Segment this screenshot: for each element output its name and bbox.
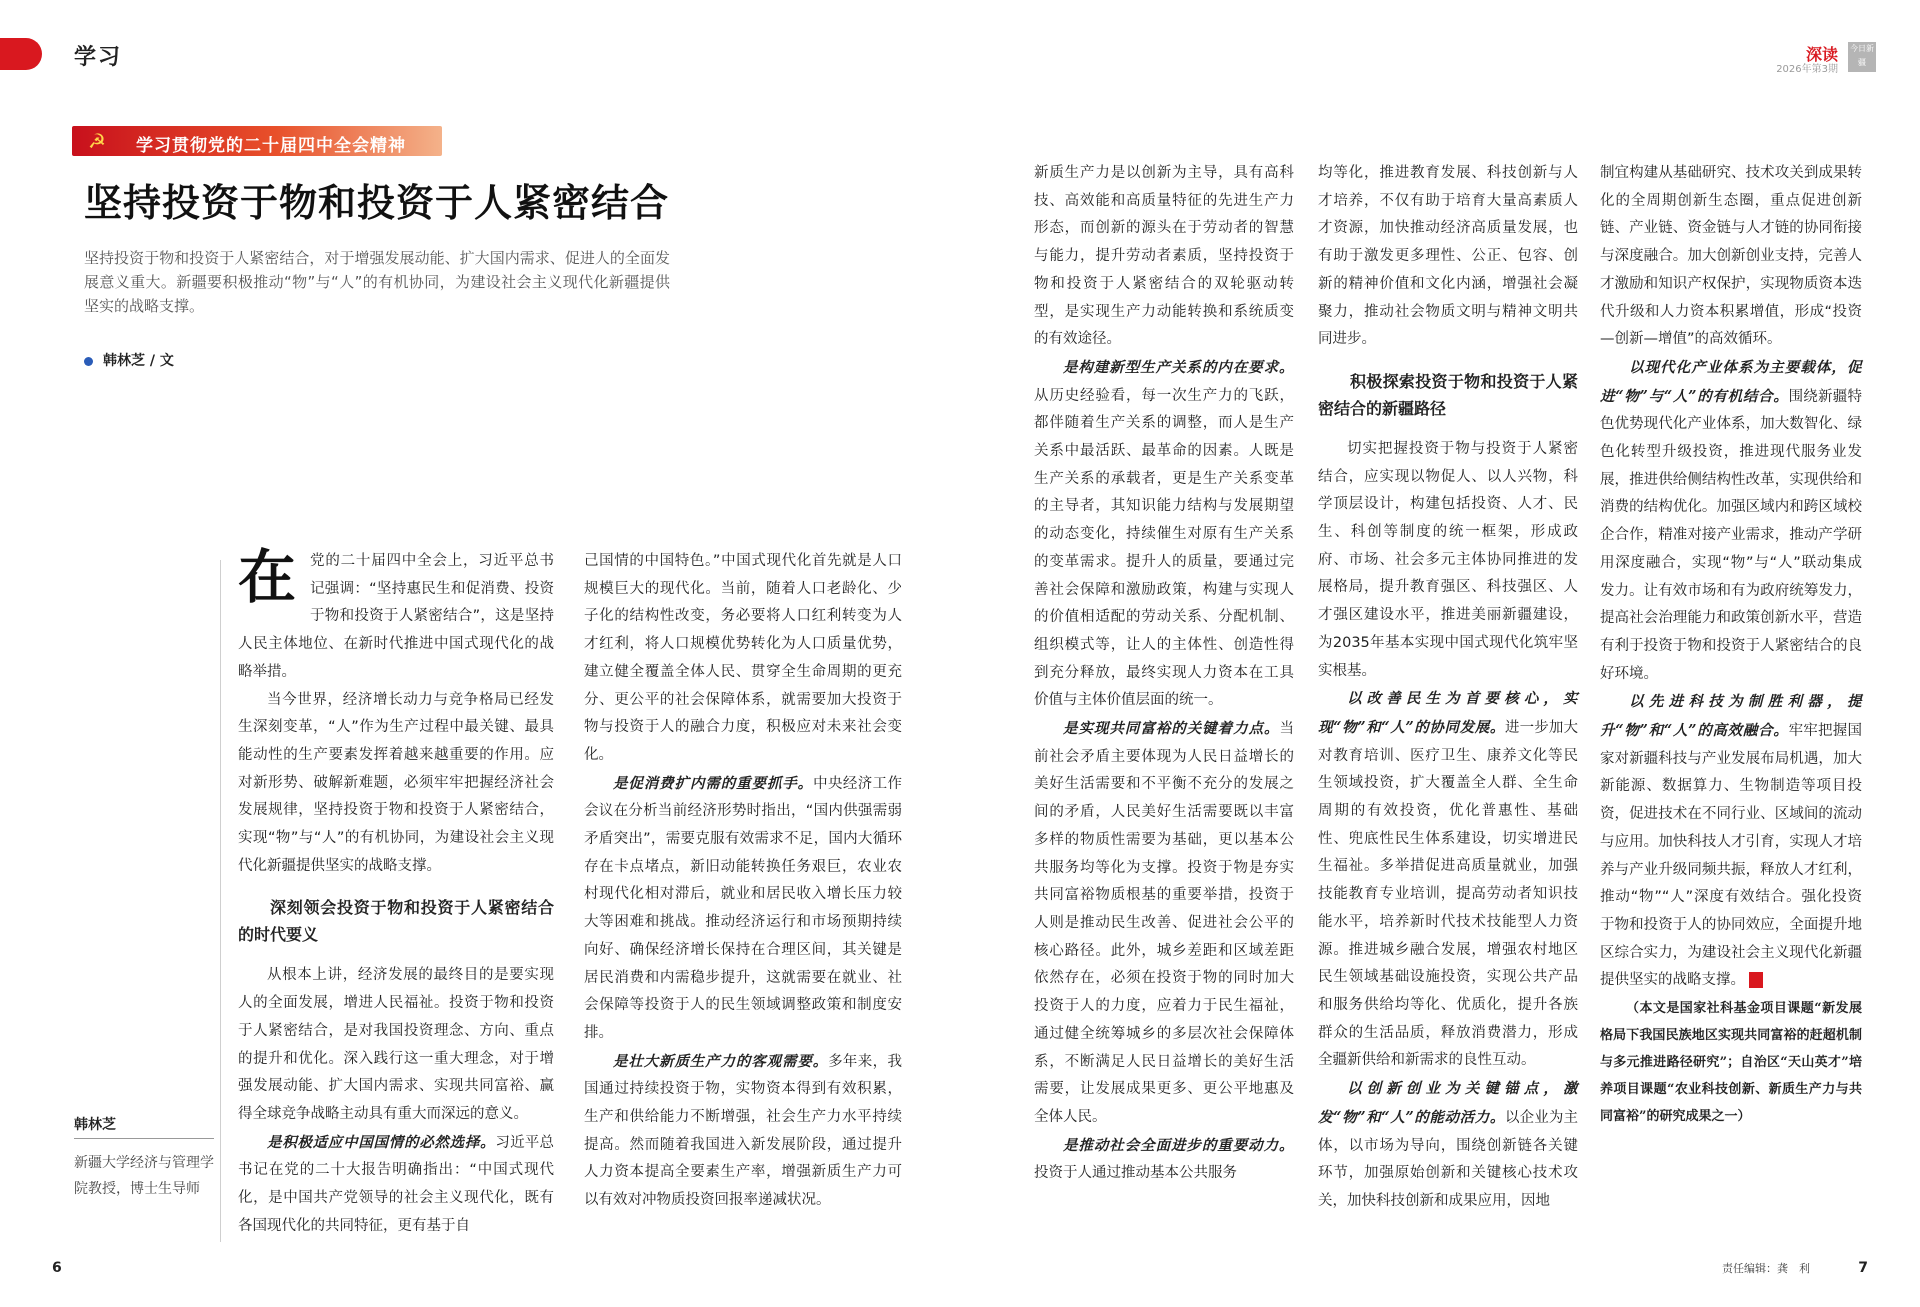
text-column-3 — [1034, 160, 1294, 1188]
end-mark-icon — [1749, 972, 1763, 988]
column-divider — [220, 560, 221, 1242]
section-name: 学习 — [74, 45, 123, 70]
emphasis-lead: 以创新创业为关键锚点，激发“物”和“人”的能动活力。 — [1318, 1080, 1578, 1126]
page-number-right: 7 — [1858, 1260, 1868, 1276]
paragraph — [1600, 354, 1862, 688]
paragraph — [1034, 715, 1294, 1132]
paragraph: 从根本上讲，经济发展的最终目的是要实现人的全面发展，增进人民福祉。投资于物和投资于人紧密结合，是对我国投资理念、方向、重点的提升和优化。深入践行这一重大理念，对于增强发展动能、扩大国内需求、实现共同富裕、赢得全球竞争战略主动具有重大而深远的意义。 — [238, 967, 554, 1122]
text-column-5 — [1600, 160, 1862, 1130]
author-bio-divider — [74, 1138, 214, 1139]
brand-name: 深读 — [1805, 45, 1838, 64]
paragraph-text: 牢牢把握国家对新疆科技与产业发展布局机遇，加大新能源、数据算力、生物制造等项目投资，促进技术在不同行业、区域间的流动与应用。加快科技人才引育，实现人才培养与产业升级同频共振，释放人才红利，推动“物”“人”深度有效结合。强化投资于物和投资于人的协同效应，全面提升地区综合实力，为建设社会主义现代化新疆提供坚实的战略支撑。 — [1600, 723, 1862, 989]
banner-text: 学习贯彻党的二十届四中全会精神 — [136, 136, 406, 156]
page-number-left: 6 — [52, 1260, 62, 1276]
text-column-4 — [1318, 160, 1578, 1216]
emphasis-lead: 以先进科技为制胜利器，提升“物”和“人”的高效融合。 — [1600, 693, 1862, 740]
emphasis-lead: 是构建新型生产关系的内在要求。 — [1063, 358, 1294, 376]
byline — [84, 350, 174, 370]
paragraph — [1318, 685, 1578, 1075]
paragraph — [238, 1129, 554, 1241]
brand-block — [1726, 42, 1876, 75]
emphasis-lead: 是实现共同富裕的关键着力点。 — [1063, 720, 1280, 738]
text-column-1 — [238, 543, 555, 1240]
paragraph-text: 党的二十届四中全会上，习近平总书记强调：“坚持惠民生和促消费、投资于物和投资于人紧密结合”，这是坚持人民主体地位、在新时代推进中国式现代化的战略举措。 — [238, 553, 554, 680]
brand-logo-box: 今日新疆 — [1848, 42, 1876, 72]
paragraph — [1600, 688, 1862, 995]
paragraph-text: 中央经济工作会议在分析当前经济形势时指出，“国内供强需弱矛盾突出”，需要克服有效需求不足，国内大循环存在卡点堵点，新旧动能转换任务艰巨，农业农村现代化相对滞后，就业和居民收入增长压力较大等困难和挑战。推动经济运行和市场预期持续向好、确保经济增长保持在合理区间，其关键是居民消费和内需稳步提升，这就需要在就业、社会保障等投资于人的民生领域调整政策和制度安排。 — [584, 775, 903, 1041]
emphasis-lead: 是积极适应中国国情的必然选择。 — [267, 1133, 496, 1151]
paragraph: 切实把握投资于物与投资于人紧密结合，应实现以物促人、以人兴物，科学顶层设计，构建包括投资、人才、民生、科创等制度的统一框架，形成政府、市场、社会多元主体协同推进的发展格局，提升教育强区、科技强区、人才强区建设水平，推进美丽新疆建设，为2035年基本实现中国式现代化筑牢坚实根基。 — [1318, 440, 1578, 679]
emphasis-lead: 以现代化产业体系为主要载体，促进“物”与“人”的有机结合。 — [1600, 358, 1862, 405]
paragraph — [1318, 1075, 1578, 1216]
paragraph — [238, 543, 554, 687]
paragraph — [584, 1048, 902, 1215]
paragraph-text: 围绕新疆特色优势现代化产业体系，加大数智化、绿色化转型升级投资，推进现代服务业发展，推进供给侧结构性改革，实现供给和消费的结构优化。加强区域内和跨区域校企合作，精准对接产业需求，推动产学研用深度融合，实现“物”与“人”联动集成发力。让有效市场和有为政府统筹发力，提高社会治理能力和政策创新水平，营造有利于投资于物和投资于人紧密结合的良好环境。 — [1600, 388, 1862, 682]
paragraph — [1034, 1132, 1294, 1188]
editor-credit: 责任编辑：龚 利 — [1722, 1262, 1810, 1275]
paragraph — [584, 770, 902, 1048]
hammer-sickle-icon: ☭ — [88, 129, 106, 153]
topic-banner — [72, 126, 442, 156]
brand-issue: 2026年第3期 — [1776, 64, 1838, 75]
section-tab-marker — [0, 38, 42, 70]
paragraph-text: 投资于人通过推动基本公共服务 — [1034, 1165, 1237, 1182]
paragraph — [1034, 354, 1294, 715]
emphasis-lead: 是促消费扩内需的重要抓手。 — [613, 774, 814, 792]
article-title: 坚持投资于物和投资于人紧密结合 — [84, 181, 670, 225]
paragraph-text: 当前社会矛盾主要体现为人民日益增长的美好生活需要和不平衡不充分的发展之间的矛盾，人民美好生活需要既以丰富多样的物质性需要为基础，更以基本公共服务均等化为支撑。投资于物是夯实共同富裕物质根基的重要举措，投资于人则是推动民生改善、促进社会公平的核心路径。此外，城乡差距和区域差距依然存在，必须在投资于物的同时加大投资于人的力度，应着力于民生福祉，通过健全统筹城乡的多层次社会保障体系，不断满足人民日益增长的美好生活需要，让发展成果更多、更公平地惠及全体人民。 — [1034, 721, 1294, 1125]
text-column-2 — [584, 548, 902, 1215]
paragraph-text: 以企业为主体，以市场为导向，围绕创新链各关键环节，加强原始创新和关键核心技术攻关，加快科技创新和成果应用，因地 — [1318, 1109, 1578, 1209]
drop-cap: 在 — [238, 543, 297, 611]
section-heading: 积极探索投资于物和投资于人紧密结合的新疆路径 — [1318, 371, 1578, 418]
paragraph-text: 从历史经验看，每一次生产力的飞跃，都伴随着生产关系的调整，而人是生产关系中最活跃、最革命的因素。人既是生产关系的承载者，更是生产关系变革的主导者，其知识能力结构与发展期望的动态变化，持续催生对原有生产关系的变革需求。提升人的质量，要通过完善社会保障和激励政策，构建与实现人的价值相适配的劳动关系、分配机制、组织模式等，让人的主体性、创造性得到充分释放，最终实现人力资本在工具价值与主体价值层面的统一。 — [1034, 387, 1294, 709]
funding-note: （本文是国家社科基金项目课题“新发展格局下我国民族地区实现共同富裕的赶超机制与多元推进路径研究”；自治区“天山英才”培养项目课题“农业科技创新、新质生产力与共同富裕”的研究成果之一） — [1600, 1001, 1862, 1125]
author-bio-text: 新疆大学经济与管理学院教授，博士生导师 — [74, 1155, 214, 1197]
article-lead: 坚持投资于物和投资于人紧密结合，对于增强发展动能、扩大国内需求、促进人的全面发展意义重大。新疆要积极推动“物”与“人”的有机协同，为建设社会主义现代化新疆提供坚实的战略支撑。 — [84, 249, 670, 315]
paragraph-text: 习近平总书记在党的二十大报告明确指出：“中国式现代化，是中国共产党领导的社会主义现代化，既有各国现代化的共同特征，更有基于自 — [238, 1134, 555, 1234]
paragraph-text: 多年来，我国通过持续投资于物，实物资本得到有效积累，生产和供给能力不断增强，社会生产力水平持续提高。然而随着我国进入新发展阶段，通过提升人力资本提高全要素生产率，增强新质生产力可以有效对冲物质投资回报率递减状况。 — [584, 1053, 903, 1209]
paragraph: 制宜构建从基础研究、技术攻关到成果转化的全周期创新生态圈，重点促进创新链、产业链、资金链与人才链的协同衔接与深度融合。加大创新创业支持，完善人才激励和知识产权保护，实现物质资本迭代升级和人力资本积累增值，形成“投资—创新—增值”的高效循环。 — [1600, 165, 1862, 348]
section-heading: 深刻领会投资于物和投资于人紧密结合的时代要义 — [238, 898, 554, 945]
byline-text: 韩林芝 / 文 — [103, 353, 174, 369]
emphasis-lead: 以改善民生为首要核心，实现“物”和“人”的协同发展。 — [1318, 690, 1578, 736]
paragraph: 均等化，推进教育发展、科技创新与人才培养，不仅有助于培育大量高素质人才资源，加快推动经济高质量发展，也有助于激发更多理性、公正、包容、创新的精神价值和文化内涵，增强社会凝聚力，推动社会物质文明与精神文明共同进步。 — [1318, 165, 1578, 348]
paragraph-text: 进一步加大对教育培训、医疗卫生、康养文化等民生领域投资，扩大覆盖全人群、全生命周期的有效投资，优化普惠性、基础性、兜底性民生体系建设，切实增进民生福祉。多举措促进高质量就业，加强技能教育专业培训，提高劳动者知识技能水平，培养新时代技术技能型人力资源。推进城乡融合发展，增强农村地区民生领域基础设施投资，实现公共产品和服务供给均等化、优质化，提升各族群众的生活品质，释放消费潜力，形成全疆新供给和新需求的良性互动。 — [1318, 719, 1578, 1069]
paragraph: 己国情的中国特色。”中国式现代化首先就是人口规模巨大的现代化。当前，随着人口老龄化、少子化的结构性改变，务必要将人口红利转变为人才红利，将人口规模优势转化为人口质量优势，建立健全覆盖全体人民、贯穿全生命周期的更充分、更公平的社会保障体系，就需要加大投资于物与投资于人的融合力度，积极应对未来社会变化。 — [584, 553, 902, 763]
emphasis-lead: 是推动社会全面进步的重要动力。 — [1063, 1136, 1294, 1154]
byline-dot-icon — [84, 357, 93, 366]
emphasis-lead: 是壮大新质生产力的客观需要。 — [613, 1052, 829, 1070]
paragraph: 当今世界，经济增长动力与竞争格局已经发生深刻变革，“人”作为生产过程中最关键、最具能动性的生产要素发挥着越来越重要的作用。应对新形势、破解新难题，必须牢牢把握经济社会发展规律，坚持投资于物和投资于人紧密结合，实现“物”与“人”的有机协同，为建设社会主义现代化新疆提供坚实的战略支撑。 — [238, 691, 554, 874]
paragraph: 新质生产力是以创新为主导，具有高科技、高效能和高质量特征的先进生产力形态，而创新的源头在于劳动者的智慧与能力，提升劳动者素质，坚持投资于物和投资于人紧密结合的双轮驱动转型，是实现生产力动能转换和系统质变的有效途径。 — [1034, 165, 1294, 348]
author-bio-name: 韩林芝 — [74, 1117, 116, 1133]
